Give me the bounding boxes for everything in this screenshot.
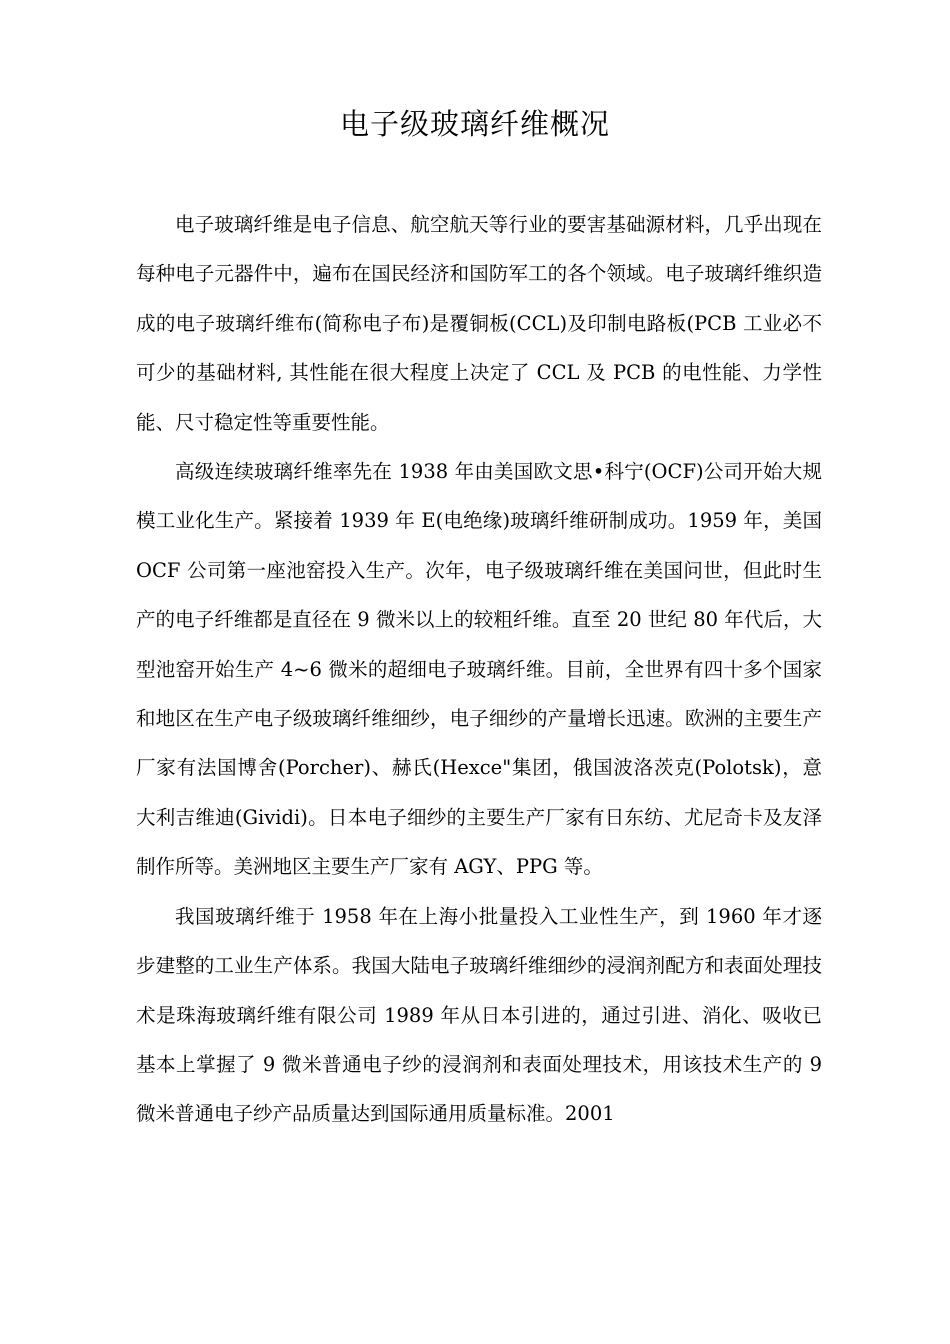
paragraph-china: 我国玻璃纤维于 1958 年在上海小批量投入工业性生产，到 1960 年才逐步建整的工业生产体系。我国大陆电子玻璃纤维细纱的浸润剂配方和表面处理技术是珠海玻璃纤维有限公司 1989 年从日本引进的，通过引进、消化、吸收已基本上掌握了 9 微米普通电子纱的浸润剂和表面处理技术，用该技术生产的 9 微米普通电子纱产品质量达到国际通用质量标准。2001 [136,904,822,1126]
document-title: 电子级玻璃纤维概况 [339,107,610,141]
paragraph-intro: 电子玻璃纤维是电子信息、航空航天等行业的要害基础源材料，几乎出现在每种电子元器件中，遍布在国民经济和国防军工的各个领域。电子玻璃纤维织造成的电子玻璃纤维布(简称电子布)是覆铜板(CCL)及印制电路板(PCB 工业必不可少的基础材料, 其性能在很大程度上决定了 CCL 及 PCB 的电性能、力学性能、尺寸稳定性等重要性能。 [136,213,822,434]
document-body [136,200,822,1139]
paragraph-history: 高级连续玻璃纤维率先在 1938 年由美国欧文思•科宁(OCF)公司开始大规模工业化生产。紧接着 1939 年 E(电绝缘)玻璃纤维研制成功。1959 年，美国 OCF 公司第一座池窑投入生产。次年，电子级玻璃纤维在美国问世，但此时生产的电子纤维都是直径在 9 微米以上的较粗纤维。直至 20 世纪 80 年代后，大型池窑开始生产 4~6 微米的超细电子玻璃纤维。目前，全世界有四十多个国家和地区在生产电子级玻璃纤维细纱，电子细纱的产量增长迅速。欧洲的主要生产厂家有法国博舍(Porcher)、赫氏(Hexce"集团，俄国波洛茨克(Polotsk)，意大利吉维迪(Gividi)。日本电子细纱的主要生产厂家有日东纺、尤尼奇卡及友泽制作所等。美洲地区主要生产厂家有 AGY、PPG 等。 [136,460,822,879]
